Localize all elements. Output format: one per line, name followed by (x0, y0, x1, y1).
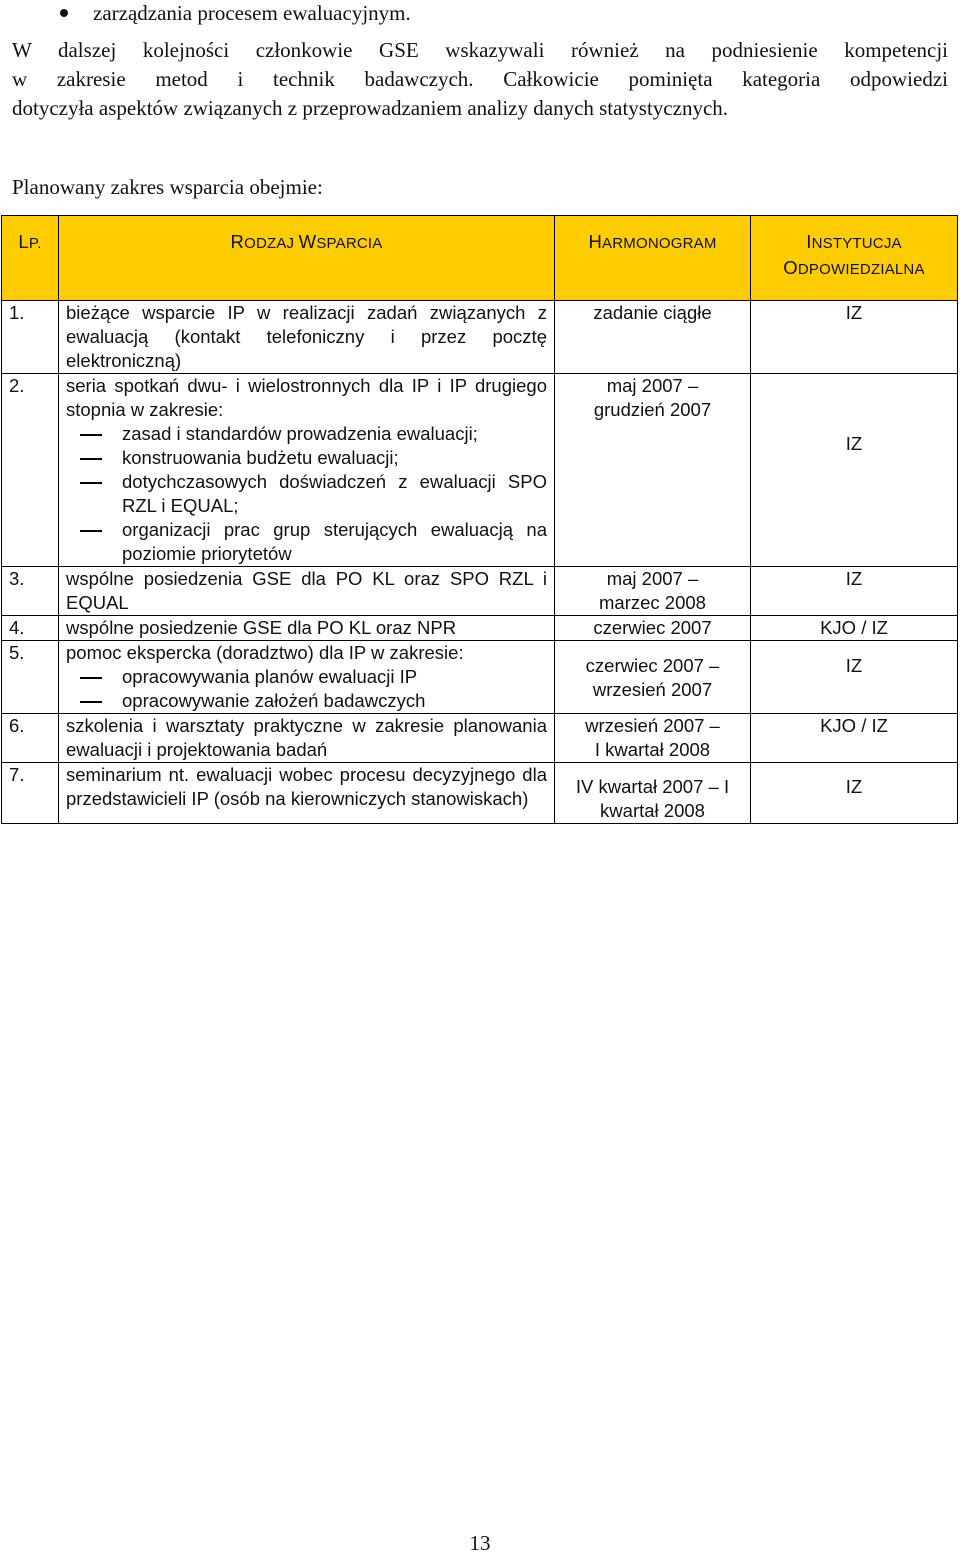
row-schedule: maj 2007 – marzec 2008 (555, 567, 751, 616)
row-number: 1. (2, 301, 59, 374)
table-row (2, 616, 958, 641)
row-institution: IZ (751, 567, 958, 616)
header-support-type: RODZAJ WSPARCIA (59, 216, 555, 301)
row-number: 2. (2, 374, 59, 567)
row-schedule: IV kwartał 2007 – I kwartał 2008 (555, 763, 751, 824)
paragraph-line: dotyczyła aspektów związanych z przeprowadzaniem analizy danych statystycznych. (12, 96, 729, 120)
header-schedule: HARMONOGRAM (555, 216, 751, 301)
list-item: opracowywanie założeń badawczych (66, 689, 547, 713)
row-number: 5. (2, 641, 59, 714)
row-institution: KJO / IZ (751, 616, 958, 641)
list-item: zasad i standardów prowadzenia ewaluacji; (66, 422, 547, 446)
row-number: 7. (2, 763, 59, 824)
support-plan-table (1, 215, 958, 824)
row-description (59, 763, 555, 824)
row-number: 6. (2, 714, 59, 763)
lead-sentence: Planowany zakres wsparcia obejmie: (12, 175, 323, 199)
row-schedule: zadanie ciągłe (555, 301, 751, 374)
list-item: organizacji prac grup sterujących ewaluacją na poziomie priorytetów (66, 518, 547, 566)
row-schedule: czerwiec 2007 – wrzesień 2007 (555, 641, 751, 714)
list-item: dotychczasowych doświadczeń z ewaluacji SPO RZL i EQUAL; (66, 470, 547, 518)
bullet-dot-icon (60, 9, 68, 17)
row-number: 4. (2, 616, 59, 641)
list-item: opracowywania planów ewaluacji IP (66, 665, 547, 689)
table-row (2, 763, 958, 824)
row-institution: IZ (751, 763, 958, 824)
header-lp: LP. (2, 216, 59, 301)
table-row (2, 567, 958, 616)
list-item: konstruowania budżetu ewaluacji; (66, 446, 547, 470)
row-description (59, 567, 555, 616)
row-institution: IZ (751, 301, 958, 374)
row-schedule: wrzesień 2007 – I kwartał 2008 (555, 714, 751, 763)
table-row (2, 714, 958, 763)
row-description (59, 641, 555, 714)
table-row (2, 641, 958, 714)
row-number: 3. (2, 567, 59, 616)
row-institution: IZ (751, 641, 958, 714)
page-number: 13 (469, 1531, 491, 1555)
paragraph-line: w zakresie metod i technik badawczych. Całkowicie pominięta kategoria odpowiedzi (12, 67, 948, 91)
row-text: bieżące wsparcie IP w realizacji zadań związanych z ewaluacją (kontakt telefoniczny i przez pocztę elektroniczną) (66, 302, 547, 371)
table-row (2, 374, 958, 567)
header-institution: INSTYTUCJA ODPOWIEDZIALNA (751, 216, 958, 301)
table-row (2, 301, 958, 374)
row-description (59, 301, 555, 374)
row-schedule: czerwiec 2007 (555, 616, 751, 641)
row-description (59, 374, 555, 567)
row-text: szkolenia i warsztaty praktyczne w zakresie planowania ewaluacji i projektowania badań (66, 715, 547, 760)
row-schedule: maj 2007 – grudzień 2007 (555, 374, 751, 567)
row-text: pomoc ekspercka (doradztwo) dla IP w zakresie: (66, 642, 464, 663)
row-text: seminarium nt. ewaluacji wobec procesu decyzyjnego dla przedstawicieli IP (osób na kierowniczych stanowiskach) (66, 764, 547, 809)
body-paragraph (12, 36, 948, 123)
paragraph-line: W dalszej kolejności członkowie GSE wskazywali również na podniesienie kompetencji (12, 38, 948, 62)
row-institution: IZ (751, 374, 958, 567)
row-description (59, 714, 555, 763)
row-description (59, 616, 555, 641)
row-institution: KJO / IZ (751, 714, 958, 763)
row-text: wspólne posiedzenie GSE dla PO KL oraz NPR (66, 617, 457, 638)
row-text: wspólne posiedzenia GSE dla PO KL oraz SPO RZL i EQUAL (66, 568, 547, 613)
table-header-row (2, 216, 958, 301)
row-text: seria spotkań dwu- i wielostronnych dla IP i IP drugiego stopnia w zakresie: (66, 375, 547, 420)
bullet-text: zarządzania procesem ewaluacyjnym. (93, 1, 411, 25)
